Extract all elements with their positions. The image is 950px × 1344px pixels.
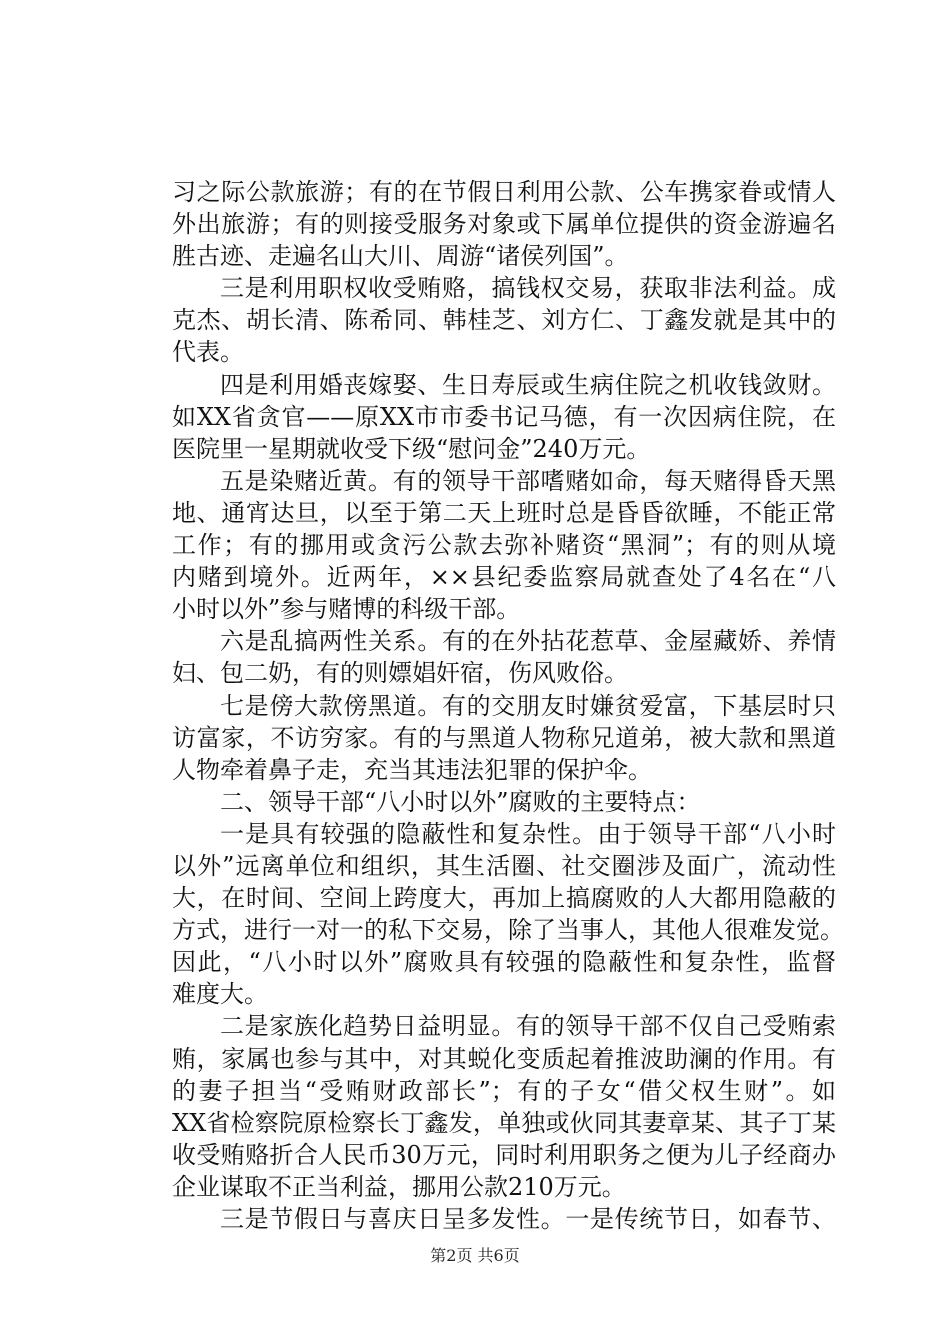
text-line: 方式，进行一对一的私下交易，除了当事人，其他人很难发觉。 [172,916,844,945]
paragraph-start-line: 三是利用职权收受贿赂，搞钱权交易，获取非法利益。成 [220,274,836,303]
text-line: 贿，家属也参与其中，对其蜕化变质起着推波助澜的作用。有 [172,1044,836,1073]
paragraph-start-line: 五是染赌近黄。有的领导干部嗜赌如命，每天赌得昏天黑 [220,466,836,495]
paragraph-start-line: 六是乱搞两性关系。有的在外拈花惹草、金屋藏娇、养情 [220,627,836,656]
text-line: 因此，“八小时以外”腐败具有较强的隐蔽性和复杂性，监督 [172,948,836,977]
text-line: 的妻子担当“受贿财政部长”；有的子女“借父权生财”。如 [172,1076,836,1105]
text-line: 大，在时间、空间上跨度大，再加上搞腐败的人大都用隐蔽的 [172,884,836,913]
text-line: 克杰、胡长清、陈希同、韩桂芝、刘方仁、丁鑫发就是其中的 [172,306,836,335]
text-line: 人物牵着鼻子走，充当其违法犯罪的保护伞。 [172,755,652,784]
text-line: 工作；有的挪用或贪污公款去弥补赌资“黑洞”；有的则从境 [172,531,836,560]
text-line: 收受贿赂折合人民币30万元，同时利用职务之便为儿子经商办 [172,1140,836,1169]
paragraph-start-line: 四是利用婚丧嫁娶、生日寿辰或生病住院之机收钱敛财。 [220,370,836,399]
text-line: 以外”远离单位和组织，其生活圈、社交圈涉及面广，流动性 [172,851,836,880]
page-number: 第2页 共6页 [430,1246,520,1265]
text-line: 妇、包二奶，有的则嫖娼奸宿，伤风败俗。 [172,659,628,688]
text-line: 难度大。 [172,980,268,1009]
text-line: 访富家，不访穷家。有的与黑道人物称兄道弟，被大款和黑道 [172,723,836,752]
text-line: 习之际公款旅游；有的在节假日利用公款、公车携家眷或情人 [172,178,836,206]
text-line: 企业谋取不正当利益，挪用公款210万元。 [172,1172,626,1201]
page-footer [0,1243,950,1266]
text-line: 胜古迹、走遍名山大川、周游“诸侯列国”。 [172,242,629,271]
paragraph-start-line: 三是节假日与喜庆日呈多发性。一是传统节日，如春节、 [220,1205,836,1233]
text-line: 内赌到境外。近两年，××县纪委监察局就查处了4名在“八 [172,563,836,592]
body-text [172,176,844,1235]
section-heading: 二、领导干部“八小时以外”腐败的主要特点： [220,787,701,816]
text-line: 医院里一星期就收受下级“慰问金”240万元。 [172,434,651,463]
paragraph-start-line: 二是家族化趋势日益明显。有的领导干部不仅自己受贿索 [220,1012,836,1041]
text-line: 外出旅游；有的则接受服务对象或下属单位提供的资金游遍名 [172,210,836,239]
text-line: 如XX省贪官——原XX市市委书记马德，有一次因病住院，在 [172,402,836,431]
text-line: XX省检察院原检察长丁鑫发，单独或伙同其妻章某、其子丁某 [172,1108,836,1137]
text-line: 小时以外”参与赌博的科级干部。 [172,595,521,624]
text-line: 地、通宵达旦，以至于第二天上班时总是昏昏欲睡，不能正常 [172,498,836,527]
paragraph-start-line: 七是傍大款傍黑道。有的交朋友时嫌贫爱富，下基层时只 [220,691,836,720]
text-line: 代表。 [172,338,244,367]
paragraph-start-line: 一是具有较强的隐蔽性和复杂性。由于领导干部“八小时 [220,819,836,848]
